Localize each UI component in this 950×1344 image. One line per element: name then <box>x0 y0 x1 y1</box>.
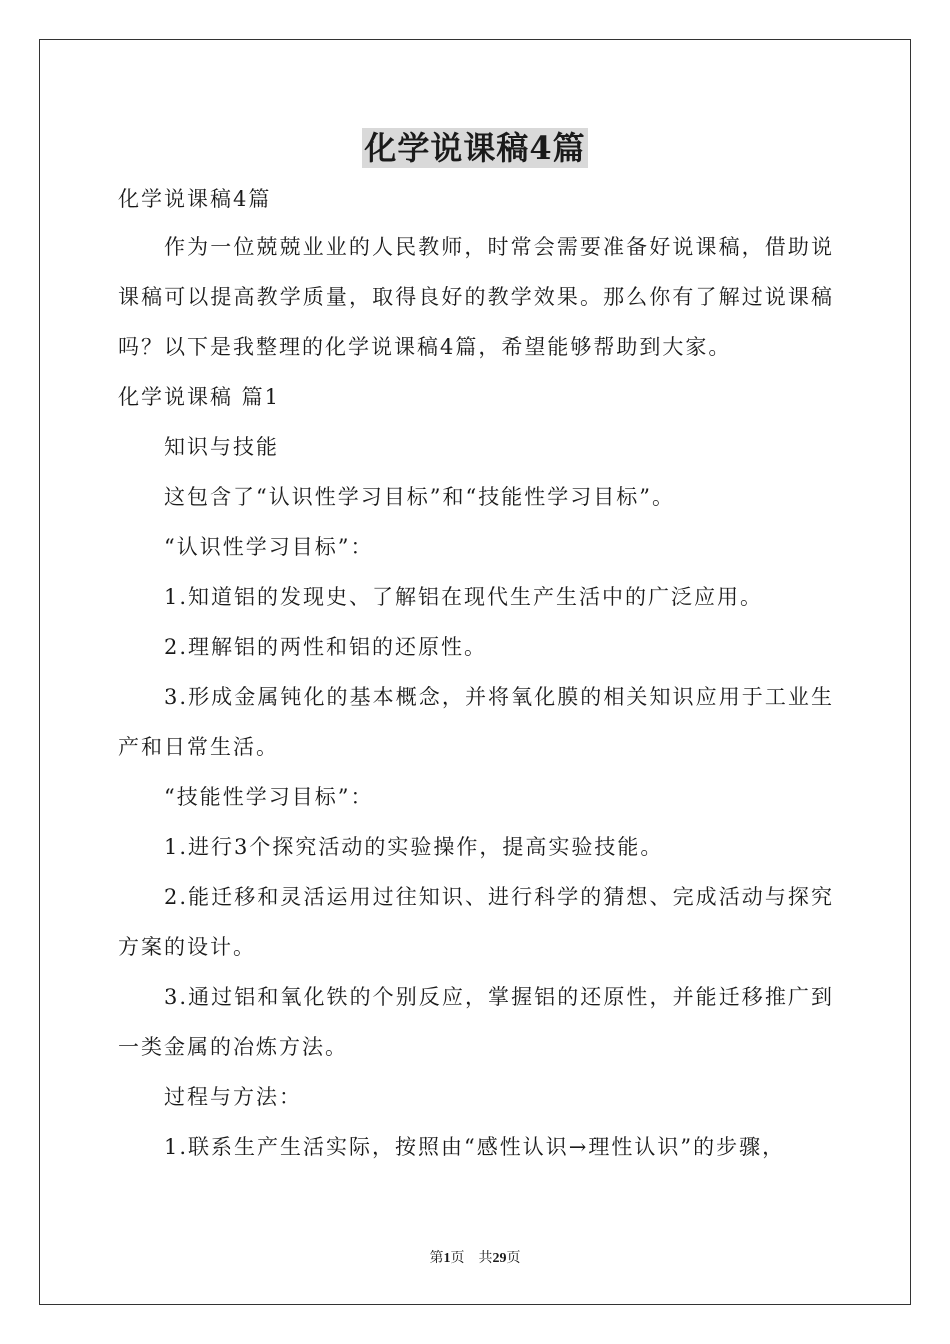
document-subtitle: 化学说课稿4篇 <box>118 187 272 211</box>
skill-goal-3: 3.通过铝和氧化铁的个别反应，掌握铝的还原性，并能迁移推广到一类金属的冶炼方法。 <box>118 985 834 1059</box>
title-wrap <box>0 128 950 168</box>
footer-page-number: 1 <box>443 1251 451 1266</box>
cognitive-goals-heading: “认识性学习目标”： <box>164 535 374 559</box>
document-body <box>118 176 834 1172</box>
skill-goals-heading: “技能性学习目标”： <box>164 785 374 809</box>
section-heading: 化学说课稿 篇1 <box>118 385 281 409</box>
page-footer <box>0 1247 950 1267</box>
footer-total-suffix: 页 <box>506 1251 521 1266</box>
footer-total-prefix: 共 <box>478 1251 493 1266</box>
footer-page-prefix: 第 <box>429 1251 444 1266</box>
footer-total-pages: 29 <box>492 1251 507 1266</box>
process-item-1: 1.联系生产生活实际，按照由“感性认识→理性认识”的步骤， <box>164 1135 786 1159</box>
document-title: 化学说课稿4篇 <box>364 129 586 167</box>
skill-goal-1: 1.进行3个探究活动的实验操作，提高实验技能。 <box>164 835 664 859</box>
process-heading: 过程与方法： <box>164 1085 302 1109</box>
knowledge-heading: 知识与技能 <box>164 435 279 459</box>
cognitive-goal-3: 3.形成金属钝化的基本概念，并将氧化膜的相关知识应用于工业生产和日常生活。 <box>118 685 834 759</box>
intro-paragraph: 作为一位兢兢业业的人民教师，时常会需要准备好说课稿，借助说课稿可以提高教学质量，取得良好的教学效果。那么你有了解过说课稿吗？以下是我整理的化学说课稿4篇，希望能够帮助到大家。 <box>118 235 834 359</box>
skill-goal-2: 2.能迁移和灵活运用过往知识、进行科学的猜想、完成活动与探究方案的设计。 <box>118 885 834 959</box>
footer-page-suffix: 页 <box>450 1251 465 1266</box>
cognitive-goal-1: 1.知道铝的发现史、了解铝在现代生产生活中的广泛应用。 <box>164 585 764 609</box>
cognitive-goal-2: 2.理解铝的两性和铝的还原性。 <box>164 635 488 659</box>
knowledge-description: 这包含了“认识性学习目标”和“技能性学习目标”。 <box>164 485 675 509</box>
